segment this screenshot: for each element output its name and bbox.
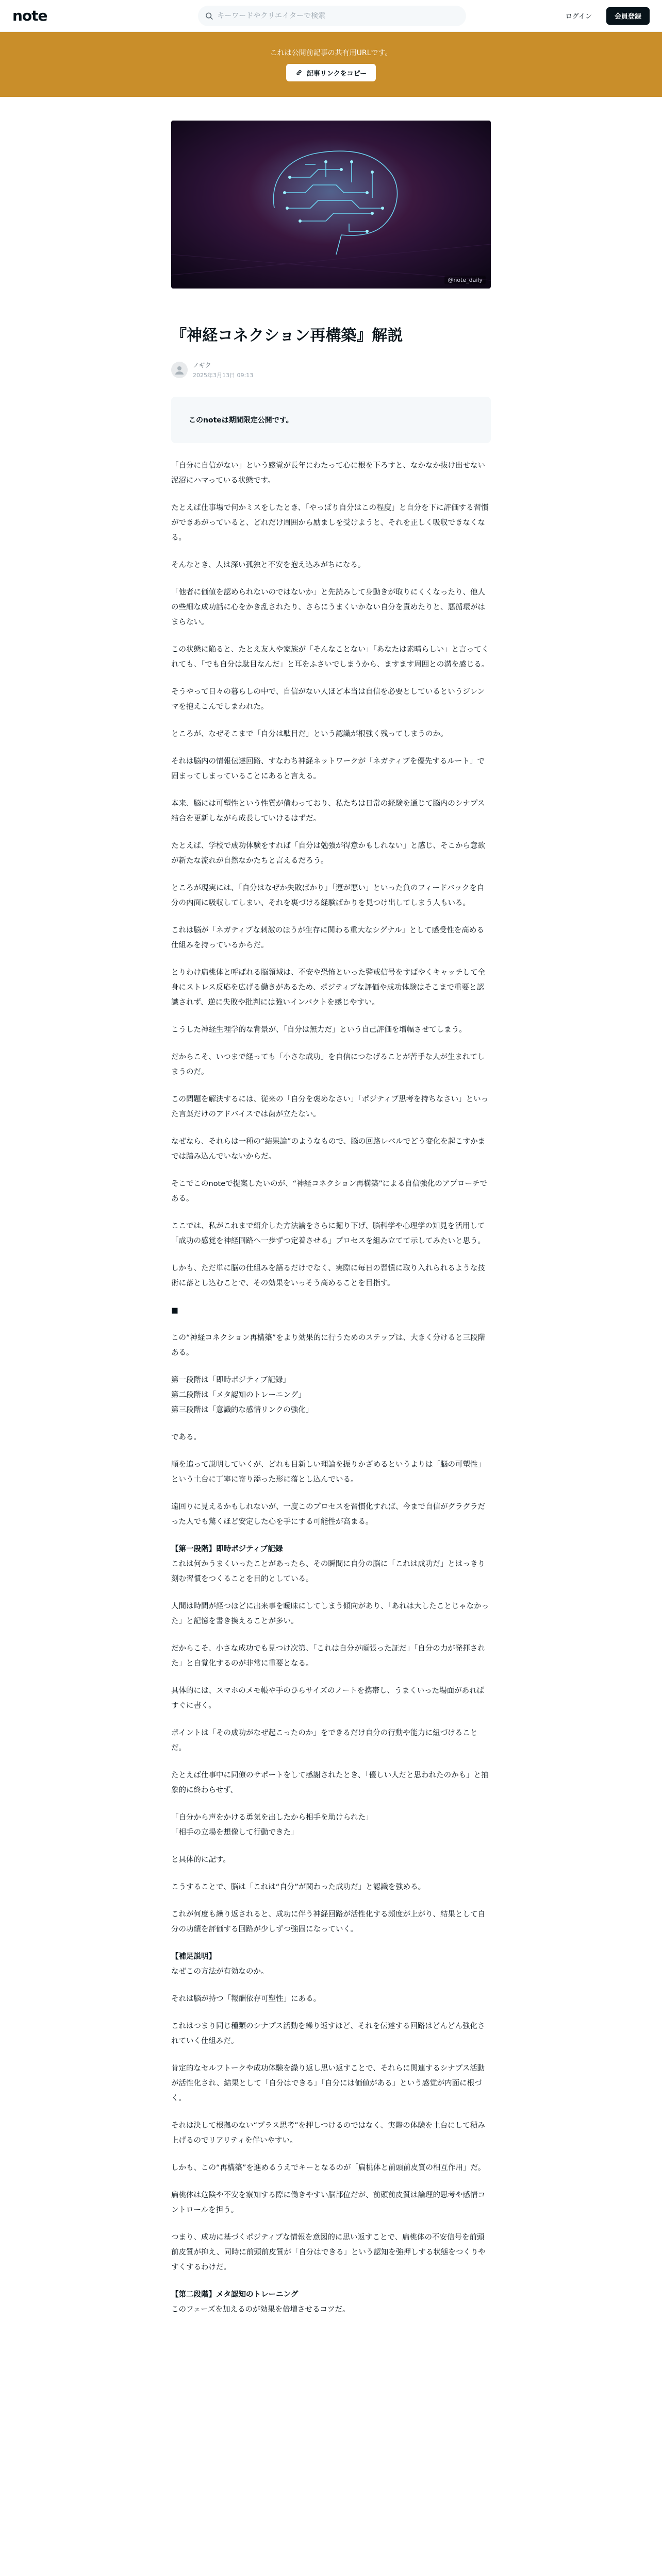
step2-heading: 【第二段階】メタ認知のトレーニング xyxy=(171,2290,299,2299)
body-paragraph: 本来、脳には可塑性という性質が備わっており、私たちは日常の経験を通じて脳内のシナプス結合を更新しながら成長していけるはずだ。 xyxy=(171,799,485,823)
limited-publish-notice: このnoteは期間限定公開です。 xyxy=(171,397,491,443)
body-paragraph: 第一段階は「即時ポジティブ記録」 第二段階は「メタ認知のトレーニング」 第三段階は「意識的な感情リンクの強化」 xyxy=(171,1376,313,1414)
post-date: 2025年3月13日 09:13 xyxy=(193,371,254,379)
body-paragraph: なぜこの方法が有効なのか。 xyxy=(171,1967,269,1976)
supplement-heading: 【補足説明】 xyxy=(171,1952,216,1961)
body-paragraph: これはつまり同じ種類のシナプス活動を繰り返すほど、それを伝達する回路はどんどん強化されていく仕組みだ。 xyxy=(171,2022,485,2045)
body-paragraph: だからこそ、小さな成功でも見つけ次第、「これは自分が頑張った証だ」「自分の力が発揮された」と自覚化するのが非常に重要となる。 xyxy=(171,1644,485,1668)
body-paragraph: とりわけ扁桃体と呼ばれる脳領域は、不安や恐怖といった警戒信号をすばやくキャッチして全身にストレス反応を広げる働きがあるため、ポジティブな評価や成功体験はそこまで重要と認識されず、逆に失敗や批判には強いインパクトを感じやすい。 xyxy=(171,968,485,1007)
search-box[interactable] xyxy=(198,6,466,26)
search-input[interactable] xyxy=(217,12,459,20)
author-name[interactable]: ノギク xyxy=(193,361,211,369)
body-paragraph: と具体的に記す。 xyxy=(171,1855,230,1864)
body-paragraph: たとえば仕事中に同僚のサポートをして感謝されたとき、「優しい人だと思われたのかも」と抽象的に終わらせず、 xyxy=(171,1771,489,1794)
body-paragraph: これは何かうまくいったことがあったら、その瞬間に自分の脳に「これは成功だ」とはっきり刻む習慣をつくることを目的としている。 xyxy=(171,1560,485,1583)
body-paragraph: ポイントは「その成功がなぜ起こったのか」をできるだけ自分の行動や能力に紐づけることだ。 xyxy=(171,1728,478,1752)
login-button[interactable]: ログイン xyxy=(557,7,600,25)
body-paragraph: ここでは、私がこれまで紹介した方法論をさらに掘り下げ、脳科学や心理学の知見を活用して「成功の感覚を神経回路へ一歩ずつ定着させる」プロセスを組み立てて示してみたいと思う。 xyxy=(171,1222,485,1245)
body-paragraph: この状態に陥ると、たとえ友人や家族が「そんなことない」「あなたは素晴らしい」と言ってくれても、「でも自分は駄目なんだ」と耳をふさいでしまうから、ますます周囲との溝を感じる。 xyxy=(171,645,489,669)
image-credit: @note_daily xyxy=(444,276,486,284)
copy-link-button[interactable] xyxy=(286,64,376,81)
body-paragraph: である。 xyxy=(171,1433,201,1442)
body-paragraph: 肯定的なセルフトークや成功体験を繰り返し思い返すことで、それらに関連するシナプス活動が活性化され、結果として「自分はできる」「自分には価値がある」という感覚が内面に根づく。 xyxy=(171,2064,485,2103)
body-paragraph: たとえば、学校で成功体験をすれば「自分は勉強が得意かもしれない」と感じ、そこから意欲が新たな流れが自然なかたちと言えるだろう。 xyxy=(171,841,485,865)
body-paragraph: ところが現実には、「自分はなぜか失敗ばかり」「運が悪い」といった負のフィードバックを自分の内面に吸収してしまい、それを裏づける経験ばかりを見つけ出してしまう人もいる。 xyxy=(171,884,485,907)
banner-message: これは公開前記事の共有用URLです。 xyxy=(270,49,392,57)
body-paragraph: それは脳内の情報伝達回路、すなわち神経ネットワークが「ネガティブを優先するルート」で固まってしまっていることにあると言える。 xyxy=(171,757,485,781)
body-section-overview xyxy=(171,1331,491,1530)
body-paragraph: 具体的には、スマホのメモ帳や手のひらサイズのノートを携帯し、うまくいった場面があればすぐに書く。 xyxy=(171,1686,485,1710)
body-section-step2 xyxy=(171,2302,491,2317)
body-section-supplement xyxy=(171,1964,491,2275)
user-icon xyxy=(174,365,185,375)
search-icon xyxy=(205,12,213,20)
body-paragraph: そうやって日々の暮らしの中で、自信がない人ほど本当は自信を必要としているというジレンマを抱えこんでしまわれた。 xyxy=(171,687,485,711)
body-paragraph: だからこそ、いつまで経っても「小さな成功」を自信につなげることが苦手な人が生まれてしまうのだ。 xyxy=(171,1053,485,1076)
body-paragraph: このフェーズを加えるのが効果を倍増させるコツだ。 xyxy=(171,2305,350,2314)
body-paragraph: こうすることで、脳は「これは“自分”が関わった成功だ」と認識を強める。 xyxy=(171,1883,426,1891)
body-paragraph: しかも、この“再構築”を進めるうえでキーとなるのが「扁桃体と前頭前皮質の相互作用」だ。 xyxy=(171,2163,486,2172)
body-paragraph: なぜなら、それらは一種の“結果論”のようなもので、脳の回路レベルでどう変化を起こすかまでは踏み込んでいないからだ。 xyxy=(171,1137,486,1161)
author-row[interactable] xyxy=(171,361,491,379)
register-button[interactable]: 会員登録 xyxy=(606,7,650,25)
body-paragraph: これは脳が「ネガティブな刺激のほうが生存に関わる重大なシグナル」として感受性を高める仕組みを持っているからだ。 xyxy=(171,926,484,950)
avatar[interactable] xyxy=(171,362,188,378)
body-paragraph: この問題を解決するには、従来の「自分を褒めなさい」「ポジティブ思考を持ちなさい」といった言葉だけのアドバイスでは歯が立たない。 xyxy=(171,1095,489,1118)
body-paragraph: 遠回りに見えるかもしれないが、一度このプロセスを習慣化すれば、今まで自信がグラグラだった人でも驚くほど安定した心を手にする可能性が高まる。 xyxy=(171,1502,485,1526)
note-logo[interactable]: note xyxy=(12,7,47,24)
body-paragraph: ところが、なぜそこまで「自分は駄目だ」という認識が根強く残ってしまうのか。 xyxy=(171,730,448,738)
share-url-banner xyxy=(0,32,662,97)
body-paragraph: それは脳が持つ「報酬依存可塑性」にある。 xyxy=(171,1994,321,2003)
body-paragraph: たとえば仕事場で何かミスをしたとき、「やっぱり自分はこの程度」と自分を下に評価する習慣ができあがっていると、どれだけ周囲から励ましを受けようと、それを正しく吸収できなくなる。 xyxy=(171,503,489,542)
body-paragraph: この“神経コネクション再構築”をより効果的に行うためのステップは、大きく分けると三段階ある。 xyxy=(171,1333,485,1357)
body-paragraph: つまり、成功に基づくポジティブな情報を意図的に思い返すことで、扁桃体の不安信号を前頭前皮質が抑え、同時に前頭前皮質が「自分はできる」という認知を強押しする状態をつくりやすくするわけだ。 xyxy=(171,2233,486,2272)
body-paragraph: しかも、ただ単に脳の仕組みを語るだけでなく、実際に毎日の習慣に取り入れられるような技術に落とし込むことで、その効果をいっそう高めることを目指す。 xyxy=(171,1264,485,1287)
brain-circuit-illustration xyxy=(171,121,491,289)
body-paragraph: 「他者に価値を認められないのではないか」と先読みして身動きが取りにくくなったり、他人の些細な成功話に心をかき乱されたり、さらにうまくいかない自分を責めたりと、悪循環がはまらない。 xyxy=(171,588,485,626)
body-paragraph: それは決して根拠のない“プラス思考”を押しつけるのではなく、実際の体験を土台にして積み上げるのでリアリティを伴いやすい。 xyxy=(171,2121,485,2145)
body-paragraph: そこでこのnoteで提案したいのが、“神経コネクション再構築”による自信強化のアプローチである。 xyxy=(171,1179,487,1203)
body-paragraph: 順を追って説明していくが、どれも目新しい理論を振りかざめるというよりは「脳の可塑性」という土台に丁寧に寄り添った形に落とし込んでいる。 xyxy=(171,1460,485,1484)
step1-heading: 【第一段階】即時ポジティブ記録 xyxy=(171,1545,283,1553)
body-paragraph: 「自分に自信がない」という感覚が長年にわたって心に根を下ろすと、なかなか抜け出せない泥沼にハマっている状態です。 xyxy=(171,461,485,485)
body-paragraph: こうした神経生理学的な背景が、「自分は無力だ」という自己評価を増幅させてしまう。 xyxy=(171,1025,467,1034)
body-paragraph: これが何度も繰り返されると、成功に伴う神経回路が活性化する頻度が上がり、結果として自分の功績を評価する回路が少しずつ強固になっていく。 xyxy=(171,1910,485,1934)
article-body xyxy=(171,459,491,2317)
copy-link-label: 記事リンクをコピー xyxy=(306,70,367,78)
section-marker: ■ xyxy=(171,1306,178,1315)
body-paragraph: 「自分から声をかける勇気を出したから相手を助けられた」 「相手の立場を想像して行動できた」 xyxy=(171,1813,373,1837)
body-section-intro xyxy=(171,459,491,1291)
body-section-step1 xyxy=(171,1557,491,1937)
article-title: 『神経コネクション再構築』解説 xyxy=(171,327,403,345)
body-paragraph: そんなとき、人は深い孤独と不安を抱え込みがちになる。 xyxy=(171,561,366,569)
link-icon xyxy=(295,69,303,76)
author-meta xyxy=(193,361,253,379)
body-paragraph: 人間は時間が経つほどに出来事を曖昧にしてしまう傾向があり、「あれは大したことじゃなかった」と記憶を書き換えることが多い。 xyxy=(171,1602,489,1625)
site-header xyxy=(0,0,662,32)
eyecatch-image xyxy=(171,121,491,289)
article xyxy=(171,121,491,2317)
header-actions xyxy=(557,7,650,25)
body-paragraph: 扁桃体は危険や不安を察知する際に働きやすい脳部位だが、前頭前皮質は論理的思考や感情コントロールを担う。 xyxy=(171,2191,485,2214)
